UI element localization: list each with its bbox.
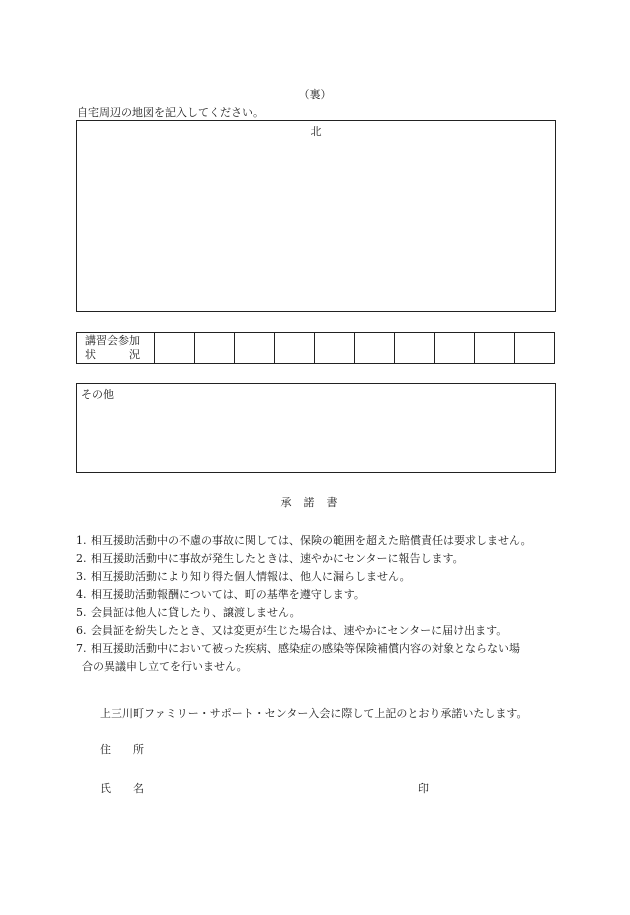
attendance-cell[interactable] — [235, 333, 275, 364]
attendance-header-line2a: 状 — [85, 348, 96, 361]
north-label: 北 — [310, 125, 322, 138]
other-label: その他 — [81, 388, 114, 401]
map-instruction: 自宅周辺の地図を記入してください。 — [77, 106, 264, 119]
consent-item: 5. 会員証は他人に貸したり、譲渡しません。 — [76, 606, 301, 619]
consent-title: 承諾書 — [280, 496, 350, 509]
attendance-cell[interactable] — [435, 333, 475, 364]
page-back-label: （裏） — [298, 88, 332, 101]
attendance-cell[interactable] — [355, 333, 395, 364]
attendance-cell[interactable] — [315, 333, 355, 364]
attendance-header-line2b: 況 — [129, 348, 140, 361]
attendance-cell[interactable] — [195, 333, 235, 364]
attendance-cell[interactable] — [155, 333, 195, 364]
attendance-header-line1: 講習会参加 — [85, 334, 140, 347]
consent-item: 6. 会員証を紛失したとき、又は変更が生じた場合は、速やかにセンターに届け出ます。 — [76, 624, 508, 637]
attendance-cell[interactable] — [515, 333, 555, 364]
consent-items — [76, 532, 532, 676]
attendance-cell[interactable] — [395, 333, 435, 364]
consent-item: 4. 相互援助活動報酬については、町の基準を遵守します。 — [76, 588, 365, 601]
attendance-cell[interactable] — [475, 333, 515, 364]
consent-item: 1. 相互援助活動中の不慮の事故に関しては、保険の範囲を超えた賠償責任は要求しません。 — [76, 534, 532, 547]
consent-item: 2. 相互援助活動中に事故が発生したときは、速やかにセンターに報告します。 — [76, 552, 464, 565]
attendance-table — [76, 332, 555, 364]
seal-label: 印 — [418, 782, 429, 795]
consent-item: 3. 相互援助活動により知り得た個人情報は、他人に漏らしません。 — [76, 570, 411, 583]
consent-item: 7. 相互援助活動中において被った疾病、感染症の感染等保険補償内容の対象とならない場 合の異議申し立てを行いません。 — [76, 642, 520, 673]
attendance-header — [77, 333, 155, 364]
map-drawing-area[interactable] — [76, 120, 556, 312]
other-notes-area[interactable] — [76, 383, 556, 473]
name-label: 氏 名 — [100, 782, 144, 795]
attendance-cell[interactable] — [275, 333, 315, 364]
address-label: 住 所 — [100, 743, 144, 756]
consent-declaration: 上三川町ファミリー・サポート・センター入会に際して上記のとおり承諾いたします。 — [100, 707, 528, 720]
